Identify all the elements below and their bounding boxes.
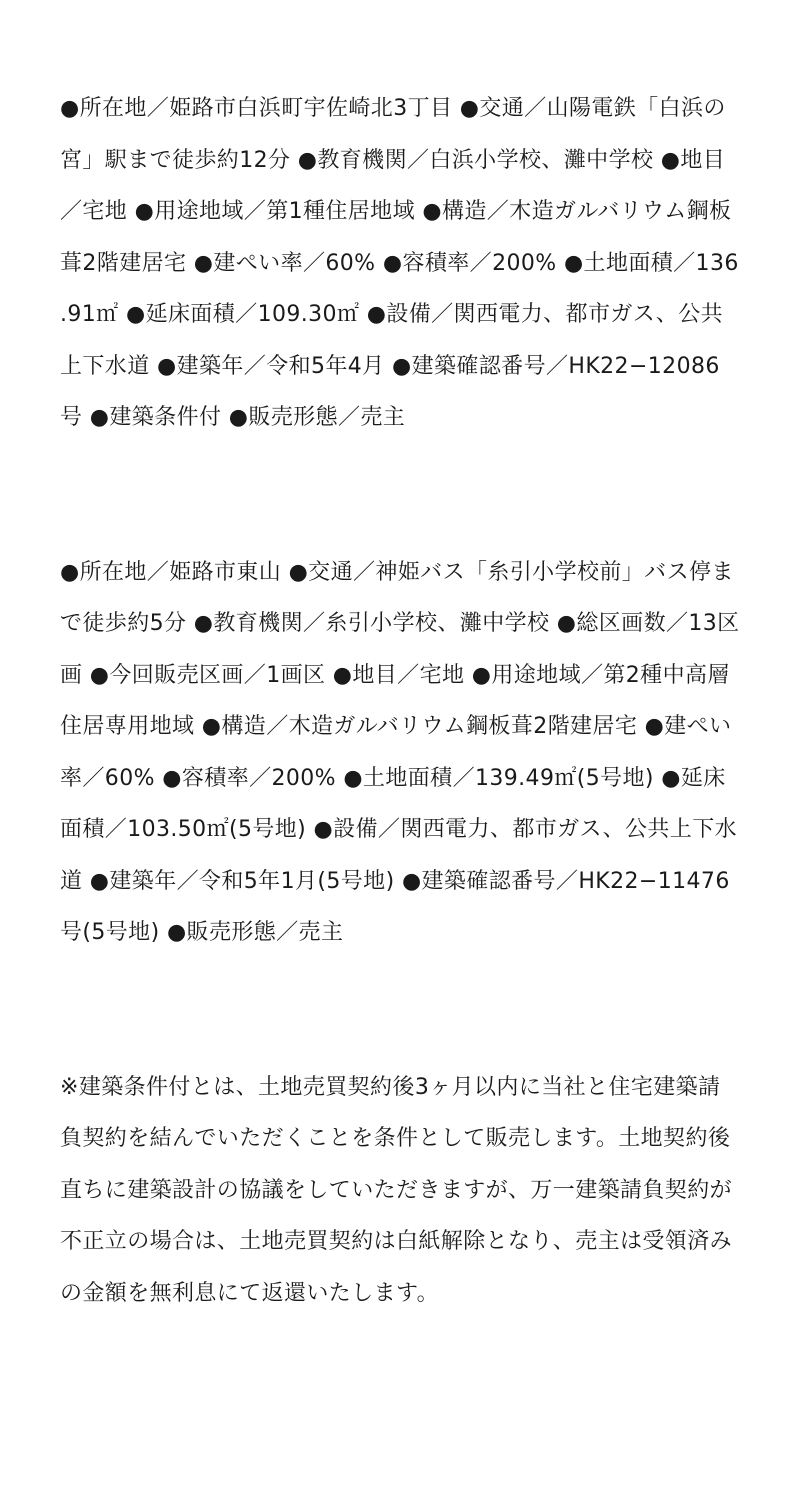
listing-higashiyama: ●所在地／姫路市東山 ●交通／神姫バス「糸引小学校前」バス停まで徒歩約5分 ●教育機関／糸引小学校、灘中学校 ●総区画数／13区画 ●今回販売区画／1画区 ●地目／宅地 ●用途地域／第2種中高層住居専用地域 ●構造／木造ガルバリウム鋼板葺2階建居宅 ●建ぺい率／60% ●容積率／200% ●土地面積／139.49㎡(5号地) ●延床面積／103.50㎡(5号地) ●設備／関西電力、都市ガス、公共上下水道 ●建築年／令和5年1月(5号地) ●建築確認番号／HK22−11476号(5号地) ●販売形態／売主 bbox=[60, 559, 740, 945]
listing-shirahama: ●所在地／姫路市白浜町宇佐崎北3丁目 ●交通／山陽電鉄「白浜の宮」駅まで徒歩約12分 ●教育機関／白浜小学校、灘中学校 ●地目／宅地 ●用途地域／第1種住居地域 ●構造／木造ガルバリウム鋼板葺2階建居宅 ●建ぺい率／60% ●容積率／200% ●土地面積／136.91㎡ ●延床面積／109.30㎡ ●設備／関西電力、都市ガス、公共上下水道 ●建築年／令和5年4月 ●建築確認番号／HK22−12086号 ●建築条件付 ●販売形態／売主 bbox=[60, 96, 739, 430]
property-info-page bbox=[60, 83, 742, 1319]
building-condition-note: ※建築条件付とは、土地売買契約後3ヶ月以内に当社と住宅建築請負契約を結んでいただくことを条件として販売します。土地契約後直ちに建築設計の協議をしていただきますが、万一建築請負契約が不正立の場合は、土地売買契約は白紙解除となり、売主は受領済みの金額を無利息にて返還いたします。 bbox=[60, 1074, 733, 1306]
